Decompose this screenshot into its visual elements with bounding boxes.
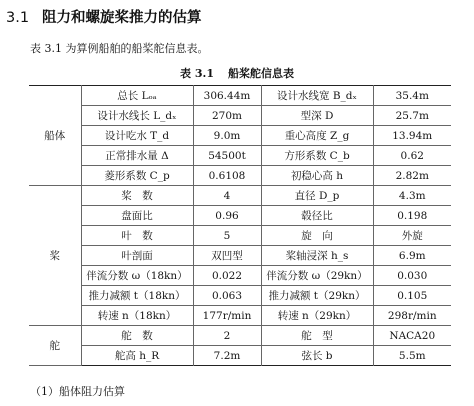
param-value: 298r/min [373,306,451,326]
param-label: 正常排水量 Δ [81,146,193,166]
param-label: 舵高 h_R [81,346,193,366]
param-label: 舵 型 [261,326,373,346]
param-label: 伴流分数 ω（29kn） [261,266,373,286]
param-label: 盘面比 [81,206,193,226]
param-value: 4.3m [373,186,451,206]
param-label: 桨 数 [81,186,193,206]
param-label: 叶 数 [81,226,193,246]
param-value: 54500t [193,146,261,166]
table-title [0,65,474,81]
table-row [29,266,451,286]
param-label: 设计水线宽 B_dₓ [261,86,373,106]
param-value: 270m [193,106,261,126]
table-row [29,226,451,246]
param-label: 转速 n（29kn） [261,306,373,326]
param-value: 7.2m [193,346,261,366]
param-value: 25.7m [373,106,451,126]
param-value: 双凹型 [193,246,261,266]
param-value: 0.96 [193,206,261,226]
param-value: 13.94m [373,126,451,146]
param-value: 2.82m [373,166,451,186]
param-value: 4 [193,186,261,206]
section-number: 3.1 [6,10,30,26]
table-row [29,326,451,346]
param-label: 弦长 b [261,346,373,366]
param-label: 总长 Lₒₐ [81,86,193,106]
param-value: NACA20 [373,326,451,346]
param-label: 毂径比 [261,206,373,226]
group-label-propeller: 桨 [29,186,81,326]
param-value: 9.0m [193,126,261,146]
table-row [29,86,451,106]
param-label: 叶剖面 [81,246,193,266]
section-title: 阻力和螺旋桨推力的估算 [42,10,202,26]
param-value: 5 [193,226,261,246]
group-label-hull: 船体 [29,86,81,186]
param-value: 外旋 [373,226,451,246]
table-row [29,246,451,266]
param-value: 0.6108 [193,166,261,186]
param-value: 0.063 [193,286,261,306]
param-label: 方形系数 C_b [261,146,373,166]
table-row [29,206,451,226]
table-row [29,166,451,186]
param-label: 推力减额 t（18kn） [81,286,193,306]
param-label: 型深 D [261,106,373,126]
table-title-text: 船桨舵信息表 [227,67,294,80]
param-value: 35.4m [373,86,451,106]
param-label: 设计水线长 L_dₓ [81,106,193,126]
param-label: 推力减额 t（29kn） [261,286,373,306]
param-label: 舵 数 [81,326,193,346]
param-value: 6.9m [373,246,451,266]
param-label: 重心高度 Z_g [261,126,373,146]
ship-spec-table [29,85,451,366]
param-label: 菱形系数 C_p [81,166,193,186]
table-row [29,286,451,306]
param-label: 初稳心高 h [261,166,373,186]
table-number: 表 3.1 [180,67,214,80]
table-row [29,186,451,206]
table-row [29,146,451,166]
group-label-rudder: 舵 [29,326,81,366]
param-label: 设计吃水 T_d [81,126,193,146]
param-label: 伴流分数 ω（18kn） [81,266,193,286]
table-row [29,106,451,126]
param-label: 旋 向 [261,226,373,246]
param-label: 桨轴浸深 h_s [261,246,373,266]
param-value: 0.030 [373,266,451,286]
table-intro-text: 表 3.1 为算例船舶的船桨舵信息表。 [30,42,209,55]
param-value: 0.62 [373,146,451,166]
param-value: 0.022 [193,266,261,286]
param-label: 直径 D_p [261,186,373,206]
table-row [29,126,451,146]
table-row [29,346,451,366]
param-label: 转速 n（18kn） [81,306,193,326]
param-value: 0.105 [373,286,451,306]
param-value: 177r/min [193,306,261,326]
param-value: 5.5m [373,346,451,366]
subsection-heading: （1）船体阻力估算 [30,385,125,398]
param-value: 0.198 [373,206,451,226]
param-value: 2 [193,326,261,346]
param-value: 306.44m [193,86,261,106]
table-row [29,306,451,326]
section-heading [6,6,202,27]
